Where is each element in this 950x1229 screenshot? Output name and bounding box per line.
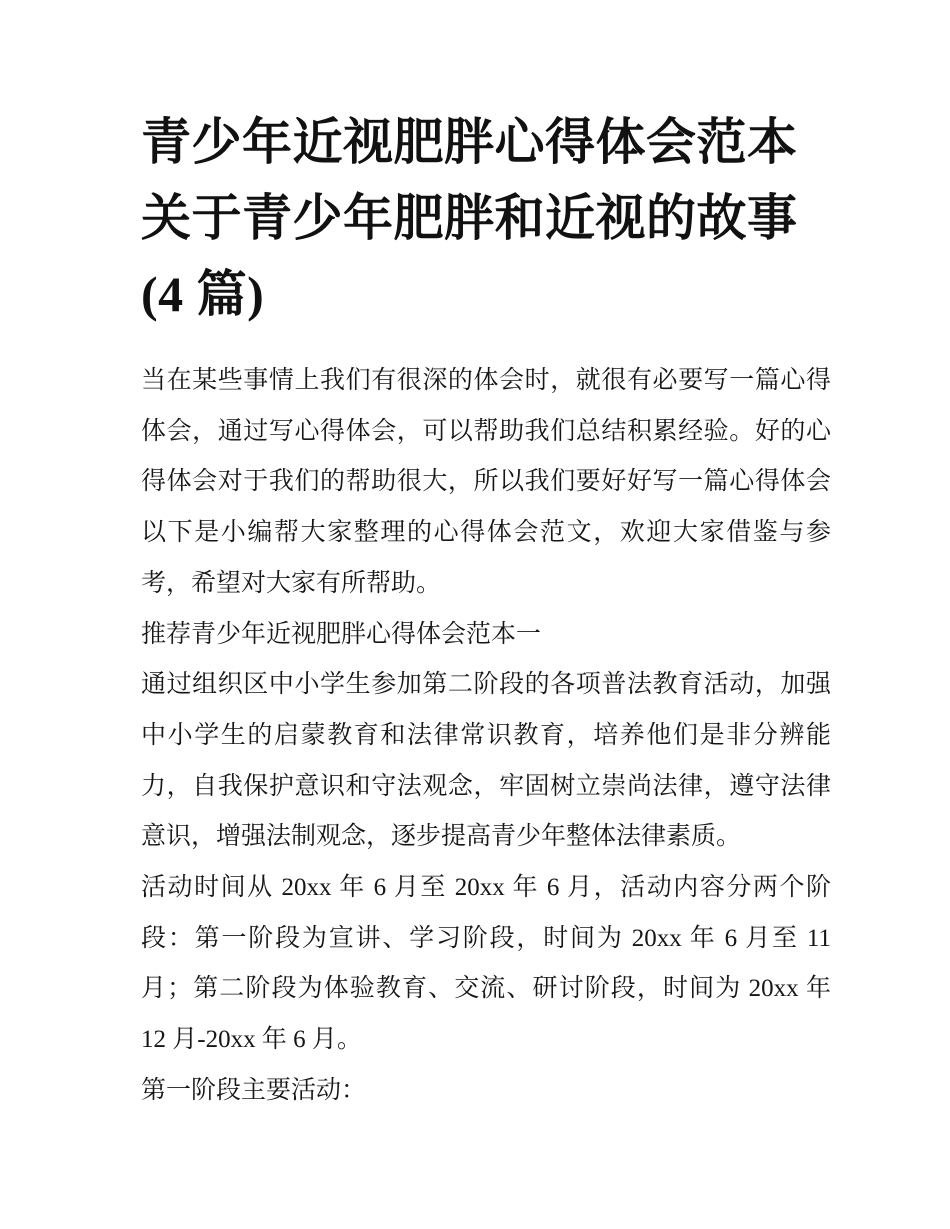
title-line: 青少年近视肥胖心得体会范本 [141,114,798,170]
document-title [141,104,831,332]
text-line: 得体会对于我们的帮助很大，所以我们要好好写一篇心得体会 [141,468,831,496]
text-line: 体会，通过写心得体会，可以帮助我们总结积累经验。好的心 [141,417,831,445]
text-line: 力，自我保护意识和守法观念，牢固树立崇尚法律，遵守法律 [141,772,831,800]
text-line: 当在某些事情上我们有很深的体会时，就很有必要写一篇心得 [141,367,831,394]
document-content [141,104,831,1117]
text-line: 中小学生的启蒙教育和法律常识教育，培养他们是非分辨能 [141,721,831,749]
text-line: 第一阶段主要活动： [141,1076,367,1104]
text-line: 以下是小编帮大家整理的心得体会范文，欢迎大家借鉴与参 [141,519,831,547]
text-line: 意识，增强法制观念，逐步提高青少年整体法律素质。 [141,823,742,851]
text-line: 推荐青少年近视肥胖心得体会范本一 [141,620,542,648]
text-line: 段：第一阶段为宣讲、学习阶段，时间为 20xx 年 6 月至 11 [141,924,831,952]
document-body [141,356,831,1117]
title-line: 关于青少年肥胖和近视的故事 [141,190,798,246]
title-line: (4 篇) [141,266,265,322]
text-line: 通过组织区中小学生参加第二阶段的各项普法教育活动，加强 [141,671,831,699]
text-line: 月；第二阶段为体验教育、交流、研讨阶段，时间为 20xx 年 [141,975,831,1003]
text-line: 活动时间从 20xx 年 6 月至 20xx 年 6 月，活动内容分两个阶 [141,874,831,902]
text-line: 12 月-20xx 年 6 月。 [141,1026,362,1054]
text-line: 考，希望对大家有所帮助。 [141,569,442,597]
